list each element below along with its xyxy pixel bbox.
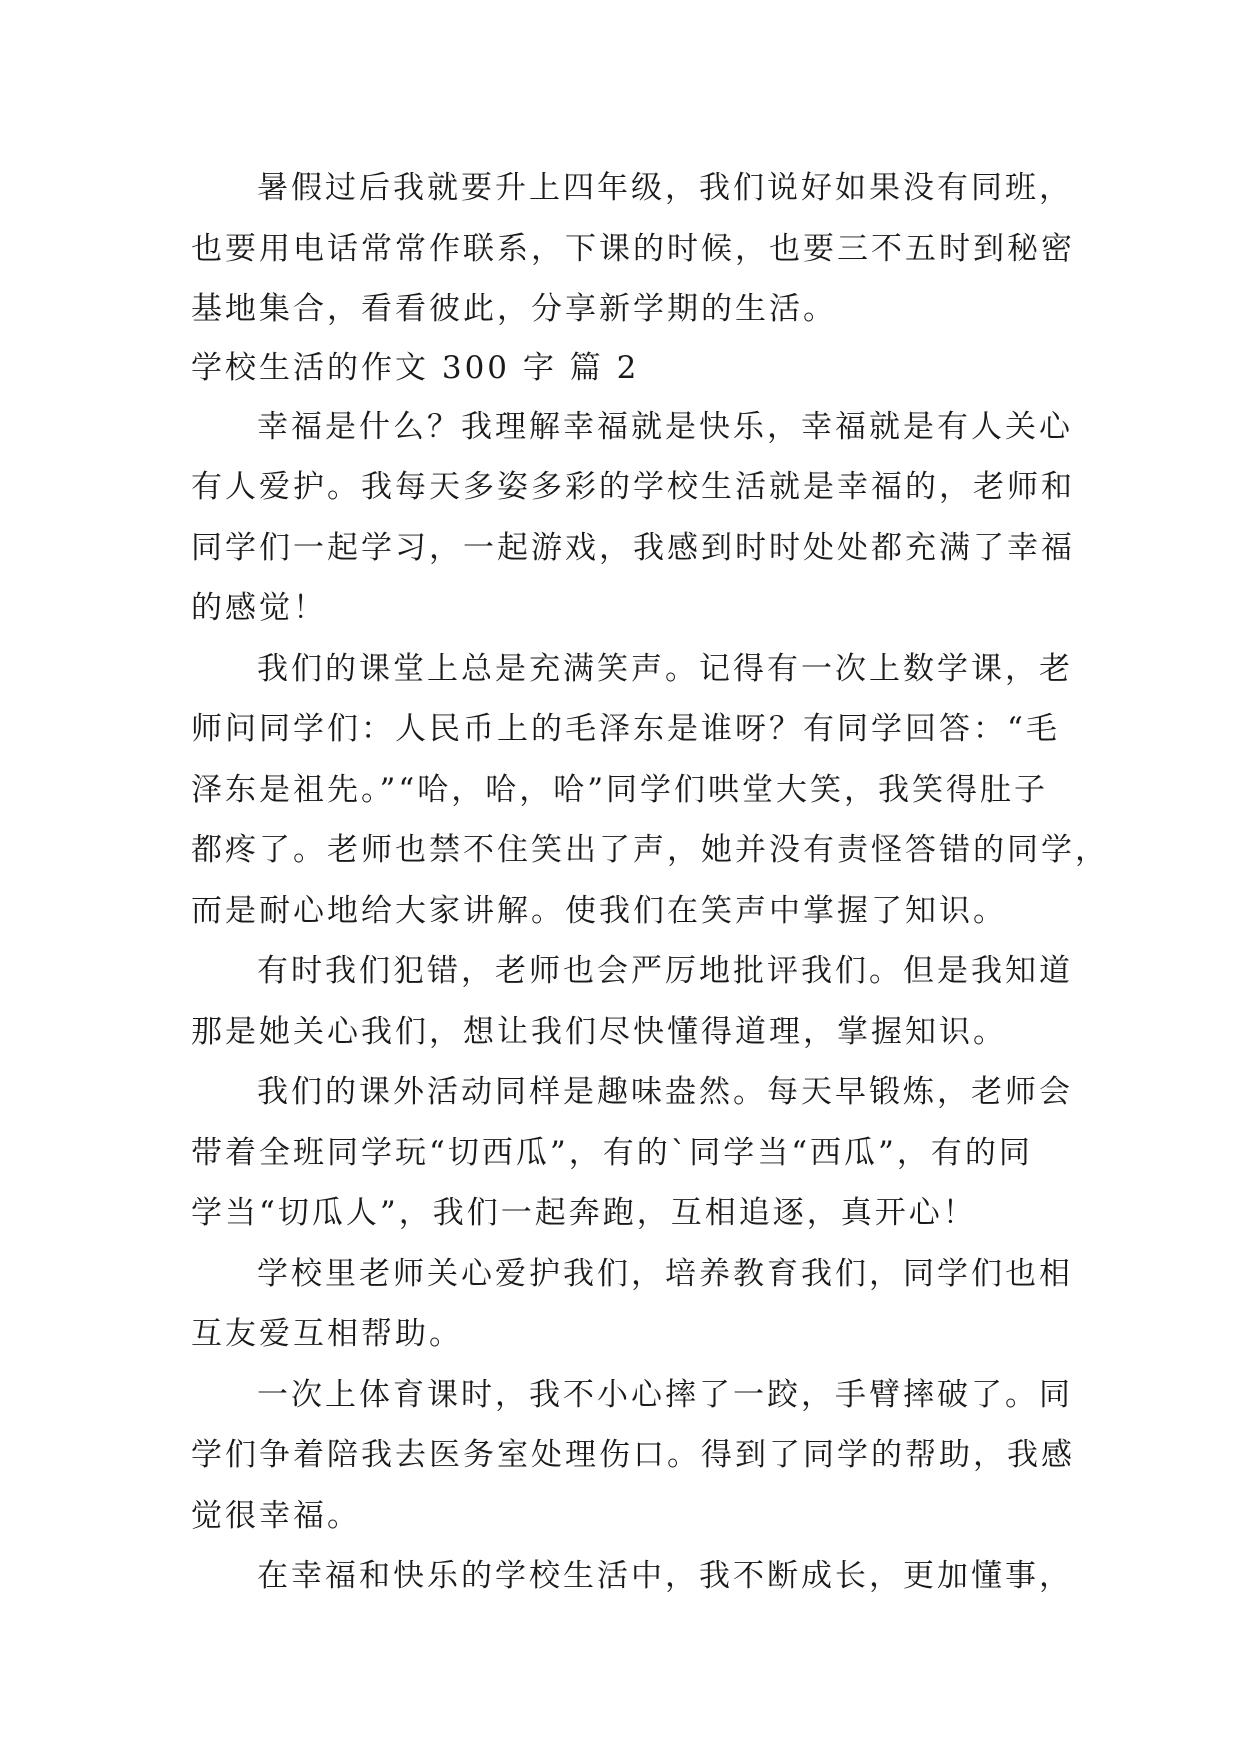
text-line: 幸福是什么？我理解幸福就是快乐，幸福就是有人关心 — [257, 408, 1073, 445]
text-line: 学们争着陪我去医务室处理伤口。得到了同学的帮助，我感 — [191, 1437, 1075, 1473]
text-line: 都疼了。老师也禁不住笑出了声，她并没有责怪答错的同学， — [191, 832, 1109, 868]
text-line: 带着全班同学玩“切西瓜”，有的`同学当“西瓜”，有的同 — [191, 1134, 1033, 1171]
document-body — [191, 158, 1109, 1607]
text-line: 学校里老师关心爱护我们，培养教育我们，同学们也相 — [257, 1255, 1073, 1292]
text-line: 泽东是祖先。”“哈，哈，哈”同学们哄堂大笑，我笑得肚子 — [191, 771, 1049, 808]
text-line: 有人爱护。我每天多姿多彩的学校生活就是幸福的，老师和 — [191, 469, 1075, 505]
text-line: 而是耐心地给大家讲解。使我们在笑声中掌握了知识。 — [191, 892, 1007, 929]
section-heading: 学校生活的作文 300 字 篇 2 — [191, 349, 640, 386]
text-line: 的感觉！ — [191, 590, 327, 626]
text-line: 学当“切瓜人”，我们一起奔跑，互相追逐，真开心！ — [191, 1195, 977, 1231]
text-line: 有时我们犯错，老师也会严厉地批评我们。但是我知道 — [257, 953, 1073, 989]
text-line: 基地集合，看看彼此，分享新学期的生活。 — [191, 291, 837, 327]
text-line: 我们的课堂上总是充满笑声。记得有一次上数学课，老 — [257, 650, 1073, 687]
text-line: 在幸福和快乐的学校生活中，我不断成长，更加懂事， — [257, 1558, 1073, 1594]
text-line: 同学们一起学习，一起游戏，我感到时时处处都充满了幸福 — [191, 529, 1075, 566]
text-line: 一次上体育课时，我不小心摔了一跤，手臂摔破了。同 — [257, 1376, 1073, 1413]
text-line: 那是她关心我们，想让我们尽快懂得道理，掌握知识。 — [191, 1013, 1007, 1050]
text-line: 觉很幸福。 — [191, 1497, 361, 1534]
text-line: 我们的课外活动同样是趣味盎然。每天早锻炼，老师会 — [257, 1074, 1073, 1110]
text-line: 互友爱互相帮助。 — [191, 1316, 463, 1352]
text-line: 也要用电话常常作联系，下课的时候，也要三不五时到秘密 — [191, 230, 1075, 267]
text-line: 师问同学们：人民币上的毛泽东是谁呀？有同学回答：“毛 — [191, 711, 1060, 747]
text-line: 暑假过后我就要升上四年级，我们说好如果没有同班， — [257, 170, 1073, 206]
